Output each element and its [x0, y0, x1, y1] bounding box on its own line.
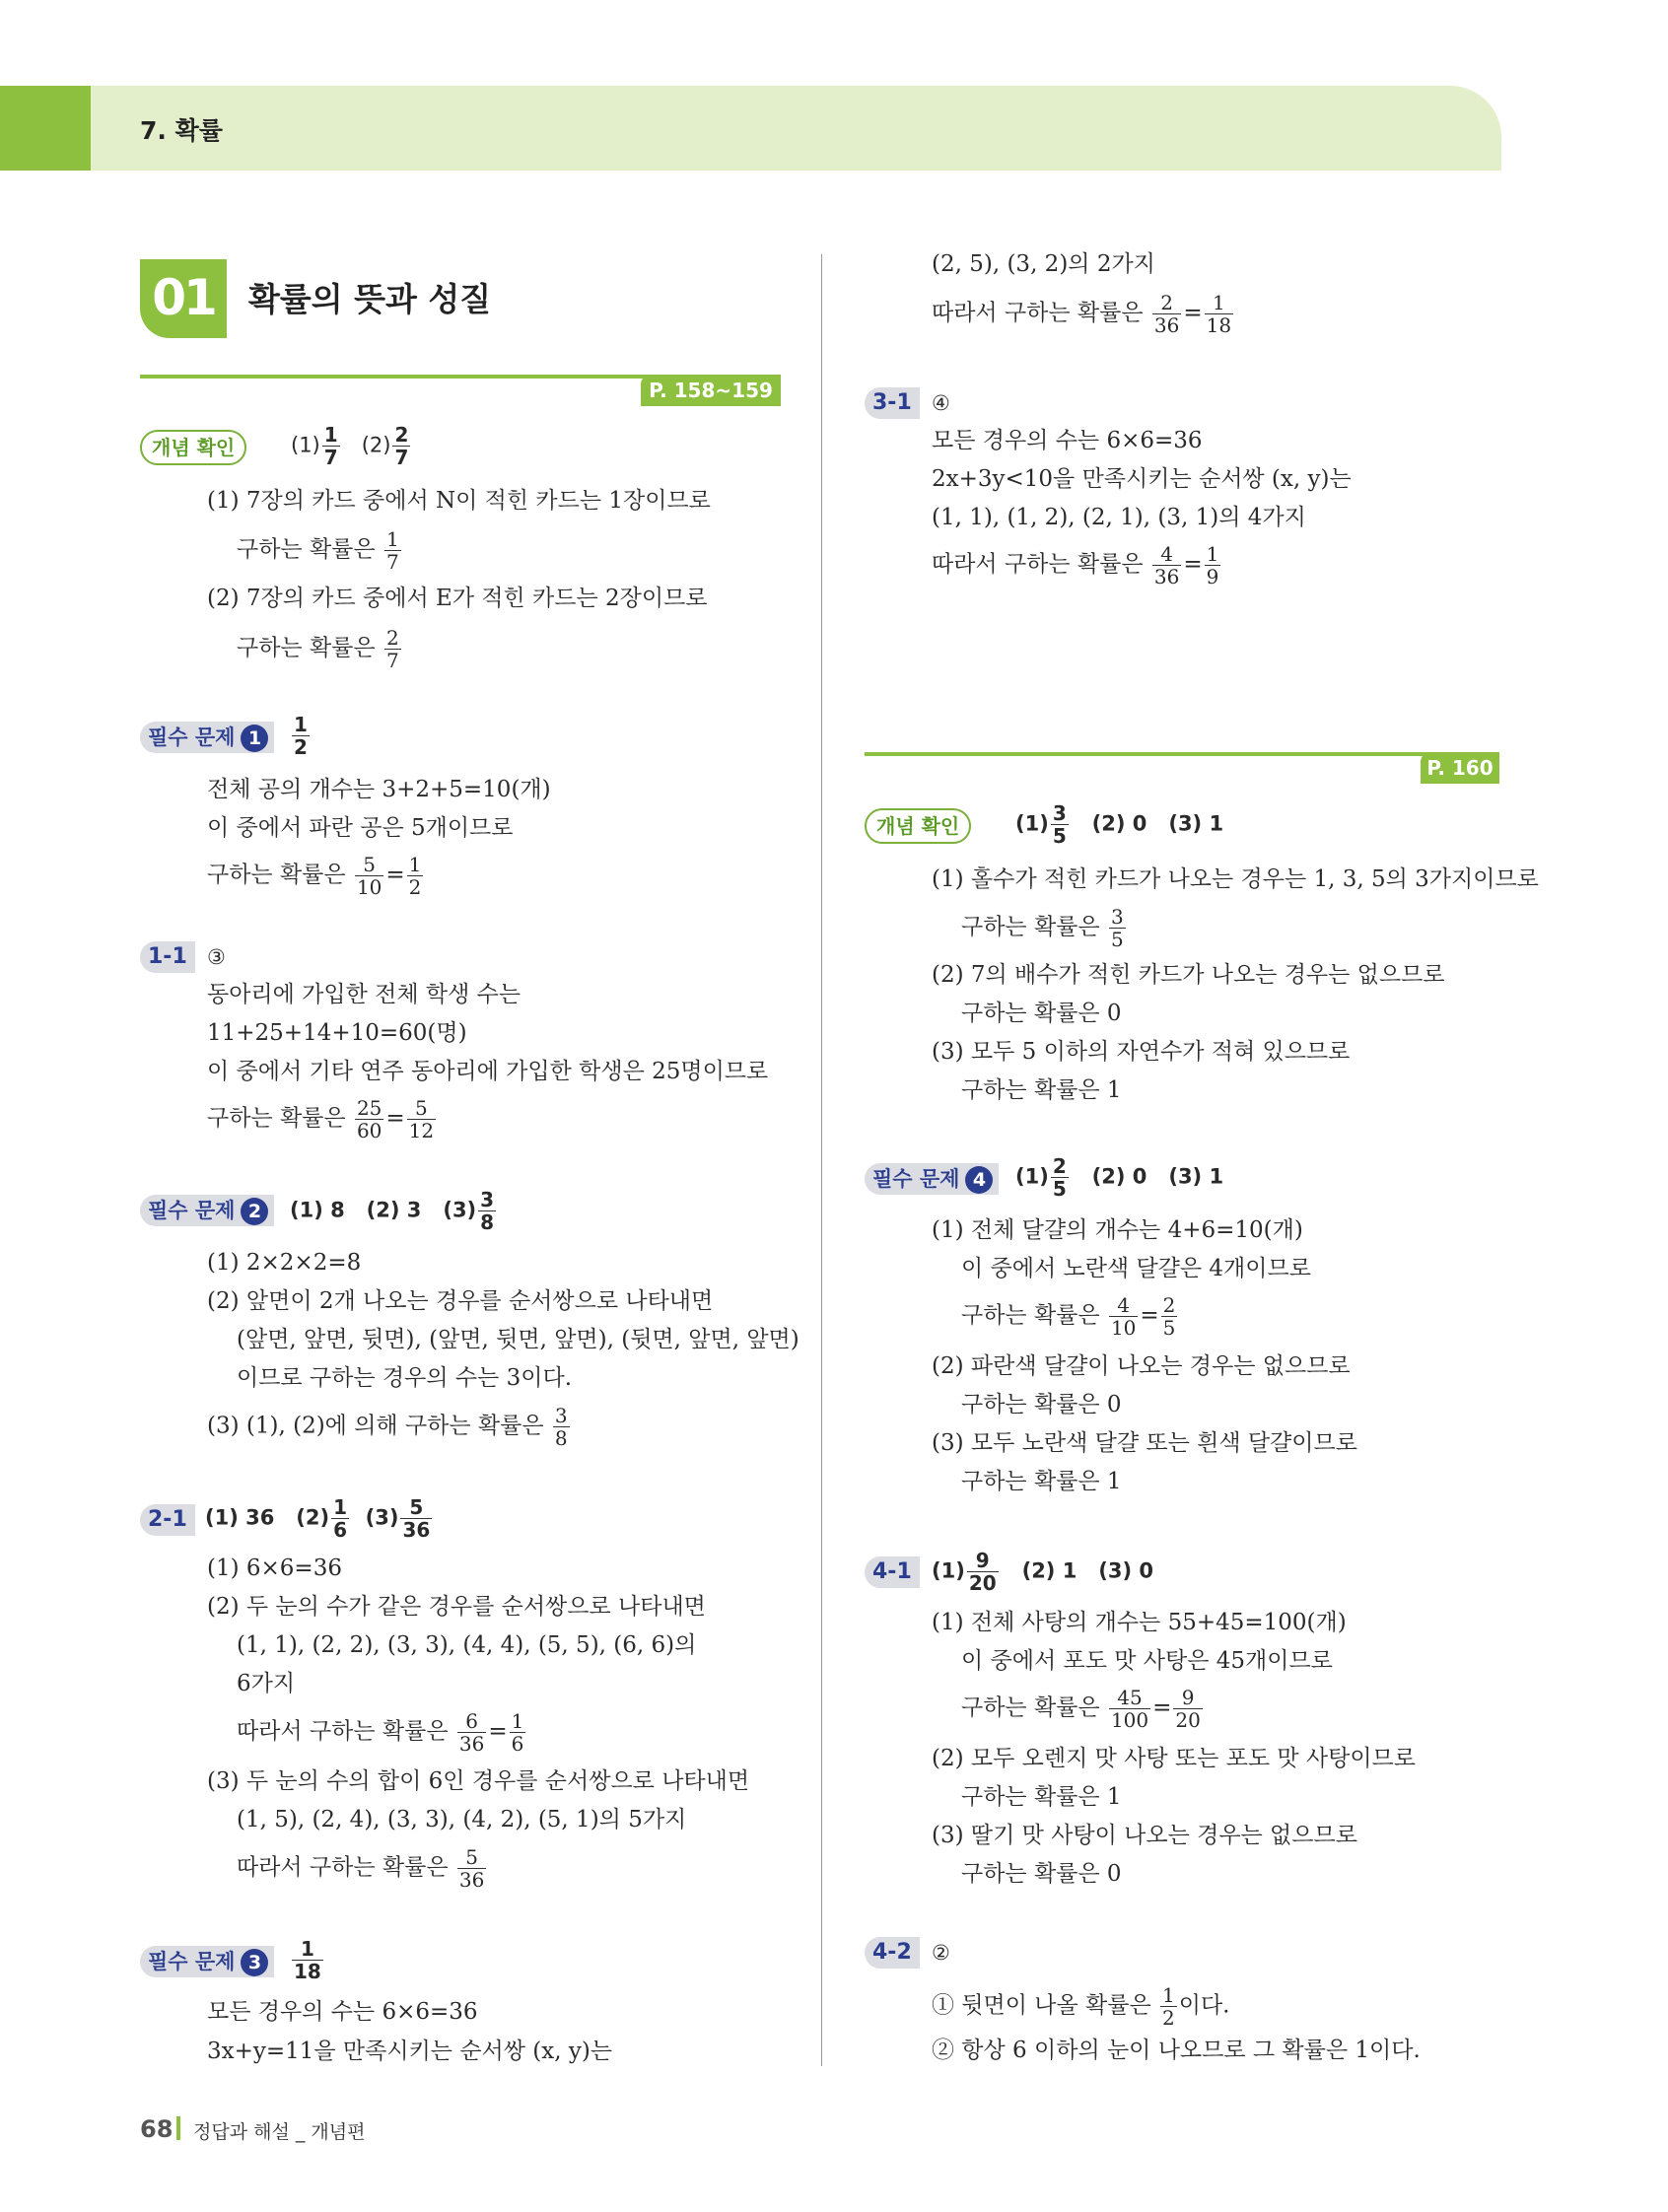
- solution-line: 이 중에서 노란색 달걀은 4개이므로: [961, 1256, 1311, 1281]
- chapter-header-band: [0, 86, 1501, 171]
- solution-line: (1) 전체 달걀의 개수는 4+6=10(개): [932, 1217, 1303, 1243]
- solution-line: (3) 두 눈의 수의 합이 6인 경우를 순서쌍으로 나타내면: [207, 1768, 750, 1794]
- solution-line: 따라서 구하는 확률은 $\frac{4}{36}$ = $\frac{1}{9}$: [932, 542, 1219, 588]
- solution-line: 구하는 확률은 $\frac{3}{5}$: [961, 905, 1124, 951]
- solution-line: (2, 5), (3, 2)의 2가지: [932, 251, 1155, 277]
- solution-line: 구하는 확률은 $\frac{45}{100}$ = $\frac{9}{20}$: [961, 1686, 1201, 1732]
- sub-problem-label: 3-1: [865, 387, 920, 419]
- solution-line: 구하는 확률은 1: [961, 1469, 1122, 1494]
- chapter-title: 7. 확률: [140, 116, 223, 145]
- required-problem-answer: $\frac{1}{2}$: [294, 713, 308, 759]
- solution-line: 6가지: [237, 1671, 296, 1696]
- solution-line: (3) 모두 5 이하의 자연수가 적혀 있으므로: [932, 1039, 1351, 1065]
- sub-problem-label: 1-1: [140, 941, 195, 973]
- sub-problem-answer: ②: [932, 1941, 950, 1965]
- solution-line: (앞면, 앞면, 뒷면), (앞면, 뒷면, 앞면), (뒷면, 앞면, 앞면): [237, 1327, 799, 1352]
- required-problem-answer: (1) 8 (2) 3 (3) $\frac{3}{8}$: [290, 1188, 495, 1234]
- solution-line: (1, 1), (1, 2), (2, 1), (3, 1)의 4가지: [932, 505, 1306, 530]
- concept-check-line: (1) 7장의 카드 중에서 N이 적힌 카드는 1장이므로: [207, 488, 711, 514]
- sub-problem-label: 4-1: [865, 1556, 920, 1588]
- solution-line: 따라서 구하는 확률은 $\frac{2}{36}$ = $\frac{1}{18}$: [932, 291, 1232, 337]
- solution-line: 모든 경우의 수는 6×6=36: [932, 428, 1203, 453]
- required-problem-label: 필수 문제 3: [140, 1946, 274, 1977]
- solution-line: (2) 모두 오렌지 맛 사탕 또는 포도 맛 사탕이므로: [932, 1746, 1416, 1771]
- solution-line: 구하는 확률은 $\frac{4}{10}$ = $\frac{2}{5}$: [961, 1293, 1176, 1340]
- section-title: 확률의 뜻과 성질: [248, 280, 492, 318]
- required-problem-label: 필수 문제 4: [865, 1163, 999, 1195]
- solution-line: 이 중에서 기타 연주 동아리에 가입한 학생은 25명이므로: [207, 1059, 769, 1084]
- solution-line: 모든 경우의 수는 6×6=36: [207, 1999, 478, 2025]
- solution-line: 구하는 확률은 1: [961, 1784, 1122, 1810]
- solution-line: 구하는 확률은 $\frac{5}{10}$ = $\frac{1}{2}$: [207, 853, 422, 899]
- sub-problem-answer: ④: [932, 391, 950, 415]
- footer-divider: [176, 2116, 180, 2140]
- section-rule-right: [865, 752, 1499, 756]
- solution-line: 구하는 확률은 $\frac{25}{60}$ = $\frac{5}{12}$: [207, 1096, 435, 1142]
- solution-line: 구하는 확률은 0: [961, 1392, 1122, 1417]
- solution-line: (1, 1), (2, 2), (3, 3), (4, 4), (5, 5), (6, 6)의: [237, 1632, 697, 1658]
- solution-line: 동아리에 가입한 전체 학생 수는: [207, 982, 521, 1007]
- solution-line: (2) 두 눈의 수가 같은 경우를 순서쌍으로 나타내면: [207, 1594, 706, 1620]
- solution-line: (3) (1), (2)에 의해 구하는 확률은 $\frac{3}{8}$: [207, 1404, 568, 1450]
- solution-line: (1) 2×2×2=8: [207, 1250, 362, 1276]
- solution-line: 이 중에서 포도 맛 사탕은 45개이므로: [961, 1648, 1333, 1674]
- solution-line: ① 뒷면이 나올 확률은 $\frac{1}{2}$ 이다.: [932, 1983, 1230, 2030]
- concept-check-label: 개념 확인: [865, 808, 971, 844]
- concept-check-line: 구하는 확률은 $\frac{2}{7}$: [237, 626, 399, 672]
- solution-line: 구하는 확률은 0: [961, 1001, 1122, 1026]
- concept-check-line: (2) 7장의 카드 중에서 E가 적힌 카드는 2장이므로: [207, 586, 708, 611]
- solution-line: (2) 앞면이 2개 나오는 경우를 순서쌍으로 나타내면: [207, 1288, 714, 1314]
- solution-line: 이므로 구하는 경우의 수는 3이다.: [237, 1365, 573, 1391]
- solution-line: (1) 6×6=36: [207, 1555, 342, 1581]
- solution-line: (1) 홀수가 적힌 카드가 나오는 경우는 1, 3, 5의 3가지이므로: [932, 866, 1539, 892]
- required-problem-label: 필수 문제 1: [140, 722, 274, 753]
- sub-problem-label: 4-2: [865, 1937, 920, 1969]
- page-ref-left: P. 158~159: [641, 375, 781, 406]
- solution-line: 따라서 구하는 확률은 $\frac{6}{36}$ = $\frac{1}{6}$: [237, 1709, 524, 1756]
- solution-line: 전체 공의 개수는 3+2+5=10(개): [207, 777, 551, 802]
- solution-line: 2x+3y<10을 만족시키는 순서쌍 (x, y)는: [932, 466, 1352, 492]
- concept-check-answers: (1) $\frac{1}{7}$ (2) $\frac{2}{7}$: [291, 423, 409, 469]
- solution-line: 11+25+14+10=60(명): [207, 1020, 467, 1046]
- solution-line: ② 항상 6 이하의 눈이 나오므로 그 확률은 1이다.: [932, 2038, 1421, 2063]
- concept-check-line: 구하는 확률은 $\frac{1}{7}$: [237, 527, 399, 574]
- chapter-header-accent: [0, 86, 91, 171]
- solution-line: (2) 7의 배수가 적힌 카드가 나오는 경우는 없으므로: [932, 962, 1445, 988]
- page-number: 68: [140, 2115, 174, 2143]
- solution-line: 이 중에서 파란 공은 5개이므로: [207, 815, 514, 841]
- sub-problem-label: 2-1: [140, 1504, 195, 1536]
- footer-text: 정답과 해설 _ 개념편: [193, 2121, 366, 2143]
- solution-line: 따라서 구하는 확률은 $\frac{5}{36}$: [237, 1845, 485, 1892]
- concept-check-answers: (1) $\frac{3}{5}$ (2) 0 (3) 1: [1015, 801, 1224, 848]
- page-ref-right: P. 160: [1421, 752, 1499, 784]
- solution-line: (3) 딸기 맛 사탕이 나오는 경우는 없으므로: [932, 1823, 1357, 1848]
- solution-line: (1, 5), (2, 4), (3, 3), (4, 2), (5, 1)의 5가지: [237, 1807, 687, 1832]
- solution-line: (3) 모두 노란색 달걀 또는 흰색 달걀이므로: [932, 1430, 1357, 1456]
- section-number-badge: 01: [140, 259, 227, 338]
- required-problem-answer: $\frac{1}{18}$: [294, 1937, 321, 1983]
- concept-check-label: 개념 확인: [140, 430, 246, 465]
- sub-problem-answer: (1) $\frac{9}{20}$ (2) 1 (3) 0: [932, 1549, 1153, 1595]
- required-problem-answer: (1) $\frac{2}{5}$ (2) 0 (3) 1: [1015, 1154, 1224, 1201]
- solution-line: (1) 전체 사탕의 개수는 55+45=100(개): [932, 1610, 1347, 1635]
- required-problem-label: 필수 문제 2: [140, 1195, 274, 1226]
- solution-line: 3x+y=11을 만족시키는 순서쌍 (x, y)는: [207, 2039, 613, 2064]
- sub-problem-answer: (1) 36 (2) $\frac{1}{6}$ (3) $\frac{5}{36}$: [205, 1495, 431, 1542]
- column-divider: [821, 254, 822, 2066]
- sub-problem-answer: ③: [207, 945, 226, 969]
- solution-line: 구하는 확률은 0: [961, 1861, 1122, 1887]
- solution-line: (2) 파란색 달걀이 나오는 경우는 없으므로: [932, 1353, 1351, 1379]
- solution-line: 구하는 확률은 1: [961, 1077, 1122, 1103]
